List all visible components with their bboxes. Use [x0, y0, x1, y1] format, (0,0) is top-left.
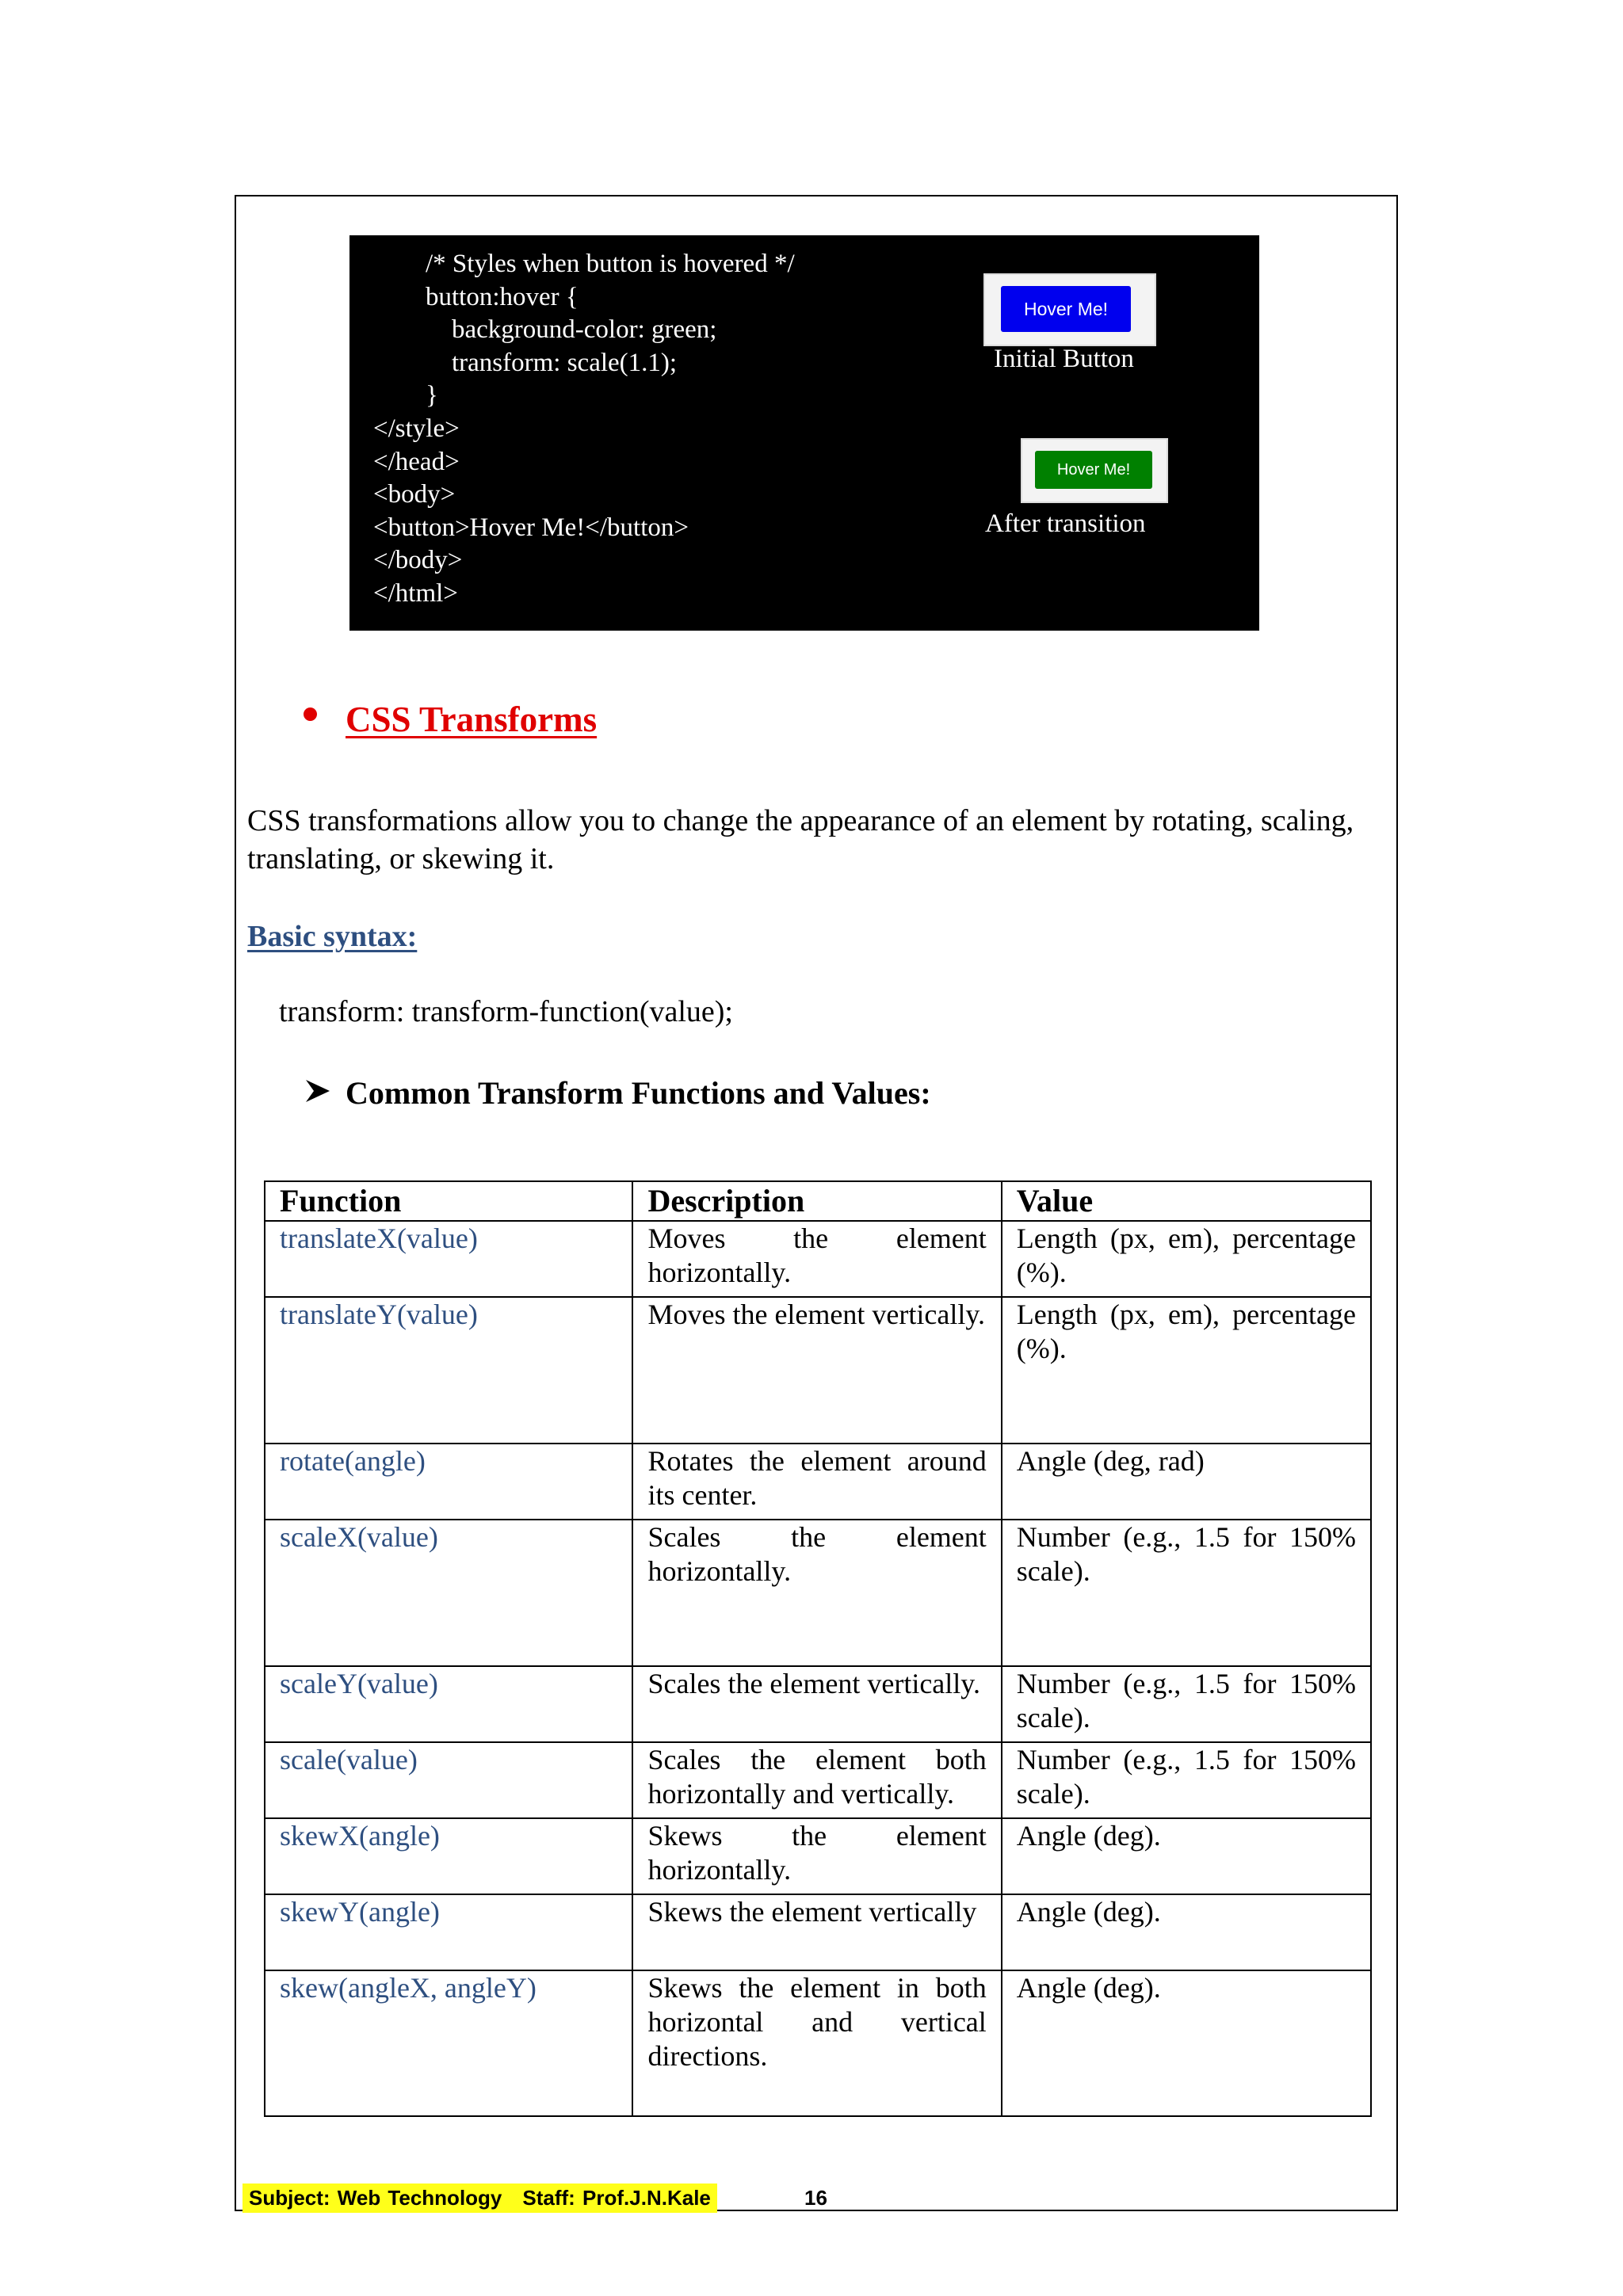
page-number: 16: [804, 2186, 827, 2210]
syntax-heading: Basic syntax:: [247, 920, 418, 953]
value-cell: Number (e.g., 1.5 for 150% scale).: [1002, 1666, 1371, 1742]
code-line: transform: scale(1.1);: [373, 348, 678, 377]
table-row: [265, 1221, 1371, 1297]
code-listing: [373, 248, 795, 611]
value-cell: Angle (deg).: [1002, 1894, 1371, 1970]
syntax-code: transform: transform-function(value);: [279, 995, 733, 1028]
hovered-hover-me-button[interactable]: Hover Me!: [1035, 451, 1152, 489]
header-function: Function: [265, 1181, 632, 1221]
header-value: Value: [1002, 1181, 1371, 1221]
description-cell: Moves the element vertically.: [632, 1297, 1001, 1444]
table-row: [265, 1297, 1371, 1444]
value-cell: Angle (deg).: [1002, 1818, 1371, 1894]
value-cell: Length (px, em), percentage (%).: [1002, 1297, 1371, 1444]
description-cell: Moves the element horizontally.: [632, 1221, 1001, 1297]
arrow-bullet-icon: [304, 1077, 331, 1104]
description-cell: Skews the element horizontally.: [632, 1818, 1001, 1894]
initial-hover-me-button[interactable]: Hover Me!: [1001, 286, 1131, 332]
function-cell: skew(angleX, angleY): [265, 1970, 632, 2116]
intro-paragraph: CSS transformations allow you to change the appearance of an element by rotating, scaling, translating, or skewing it.: [247, 804, 1354, 875]
description-cell: Skews the element vertically: [632, 1894, 1001, 1970]
function-cell: translateY(value): [265, 1297, 632, 1444]
section-title: CSS Transforms: [346, 700, 598, 739]
footer-staff: Staff: Prof.J.N.Kale: [522, 2186, 711, 2210]
code-line: <body>: [373, 480, 456, 509]
code-line: button:hover {: [373, 282, 579, 311]
code-line: </html>: [373, 578, 458, 608]
hover-button-caption: After transition: [985, 509, 1146, 538]
code-line: </body>: [373, 546, 463, 575]
footer-subject: Subject: Web Technology: [249, 2186, 502, 2210]
initial-button-caption: Initial Button: [994, 345, 1134, 373]
description-cell: Scales the element horizontally.: [632, 1520, 1001, 1666]
code-line: /* Styles when button is hovered */: [373, 250, 795, 278]
value-cell: Length (px, em), percentage (%).: [1002, 1221, 1371, 1297]
description-cell: Rotates the element around its center.: [632, 1444, 1001, 1520]
value-cell: Angle (deg).: [1002, 1970, 1371, 2116]
function-cell: scale(value): [265, 1742, 632, 1818]
value-cell: Number (e.g., 1.5 for 150% scale).: [1002, 1520, 1371, 1666]
bullet-icon: [304, 707, 317, 721]
table-row: [265, 1444, 1371, 1520]
table-row: [265, 1894, 1371, 1970]
code-line: </style>: [373, 414, 460, 443]
description-cell: Scales the element both horizontally and vertically.: [632, 1742, 1001, 1818]
code-example-panel: [349, 235, 1259, 631]
value-cell: Angle (deg, rad): [1002, 1444, 1371, 1520]
code-line: }: [373, 381, 438, 410]
table-row: [265, 1666, 1371, 1742]
function-cell: translateX(value): [265, 1221, 632, 1297]
function-cell: scaleY(value): [265, 1666, 632, 1742]
description-cell: Skews the element in both horizontal and vertical directions.: [632, 1970, 1001, 2116]
initial-button-preview: [983, 273, 1156, 346]
table-subheading: Common Transform Functions and Values:: [346, 1075, 931, 1111]
code-line: <button>Hover Me!</button>: [373, 513, 689, 542]
table-row: [265, 1520, 1371, 1666]
table-row: [265, 1742, 1371, 1818]
table-row: [265, 1970, 1371, 2116]
value-cell: Number (e.g., 1.5 for 150% scale).: [1002, 1742, 1371, 1818]
function-cell: scaleX(value): [265, 1520, 632, 1666]
footer-subject-staff: [242, 2183, 717, 2213]
code-line: </head>: [373, 447, 460, 476]
transform-functions-table: [264, 1180, 1372, 2117]
hover-button-preview: [1021, 438, 1168, 503]
code-line: background-color: green;: [373, 315, 717, 345]
function-cell: skewX(angle): [265, 1818, 632, 1894]
function-cell: skewY(angle): [265, 1894, 632, 1970]
table-row: [265, 1818, 1371, 1894]
function-cell: rotate(angle): [265, 1444, 632, 1520]
header-description: Description: [632, 1181, 1001, 1221]
description-cell: Scales the element vertically.: [632, 1666, 1001, 1742]
